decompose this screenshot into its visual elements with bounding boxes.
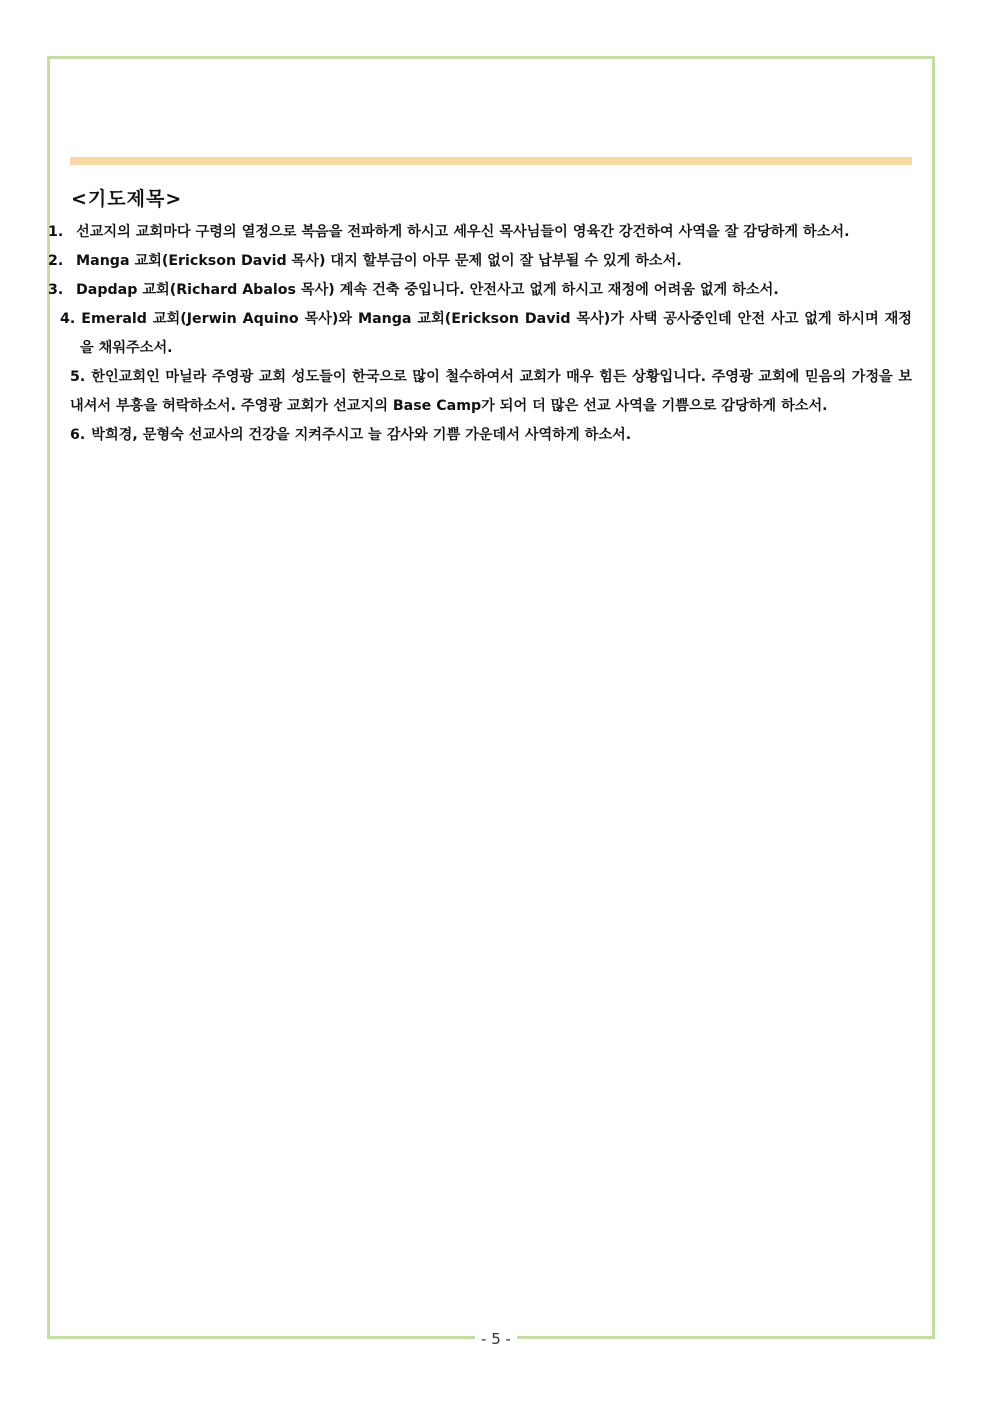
list-item: 3. Dapdap 교회(Richard Abalos 목사) 계속 건축 중입니다. 안전사고 없게 하시고 재정에 어려움 없게 하소서. (48, 282, 779, 298)
item-text: Dapdap 교회(Richard Abalos 목사) 계속 건축 중입니다. 안전사고 없게 하시고 재정에 어려움 없게 하소서. (76, 282, 779, 298)
prayer-list (48, 218, 912, 450)
list-item: 2. Manga 교회(Erickson David 목사) 대지 할부금이 아무 문제 없이 잘 납부될 수 있게 하소서. (48, 253, 682, 269)
list-item (60, 305, 912, 363)
section-title: <기도제목> (71, 188, 183, 210)
header-divider (70, 157, 912, 165)
item-text: Manga 교회(Erickson David 목사) 대지 할부금이 아무 문제 없이 잘 납부될 수 있게 하소서. (76, 253, 682, 269)
item-text: Emerald 교회(Jerwin Aquino 목사)와 Manga 교회(Erickson David 목사)가 사택 공사중인데 안전 사고 없게 하시며 재정을 채워주소서. (80, 311, 912, 356)
list-item (70, 363, 912, 421)
page-number: - 5 - (475, 1330, 517, 1348)
item-number: 4. (60, 311, 76, 327)
item-number: 6. (70, 427, 86, 443)
page-number-footer (0, 1330, 992, 1348)
item-text: 한인교회인 마닐라 주영광 교회 성도들이 한국으로 많이 철수하여서 교회가 매우 힘든 상황입니다. 주영광 교회에 믿음의 가정을 보내셔서 부흥을 허락하소서. 주영광 교회가 선교지의 Base Camp가 되어 더 많은 선교 사역을 기쁨으로 감당하게 하소서. (70, 369, 912, 414)
item-number: 5. (70, 369, 86, 385)
list-item (70, 421, 912, 450)
item-text: 박희경, 문형숙 선교사의 건강을 지켜주시고 늘 감사와 기쁨 가운데서 사역하게 하소서. (91, 427, 632, 443)
list-item: 1. 선교지의 교회마다 구령의 열정으로 복음을 전파하게 하시고 세우신 목사님들이 영육간 강건하여 사역을 잘 감당하게 하소서. (48, 224, 850, 240)
item-text: 선교지의 교회마다 구령의 열정으로 복음을 전파하게 하시고 세우신 목사님들이 영육간 강건하여 사역을 잘 감당하게 하소서. (76, 224, 850, 240)
